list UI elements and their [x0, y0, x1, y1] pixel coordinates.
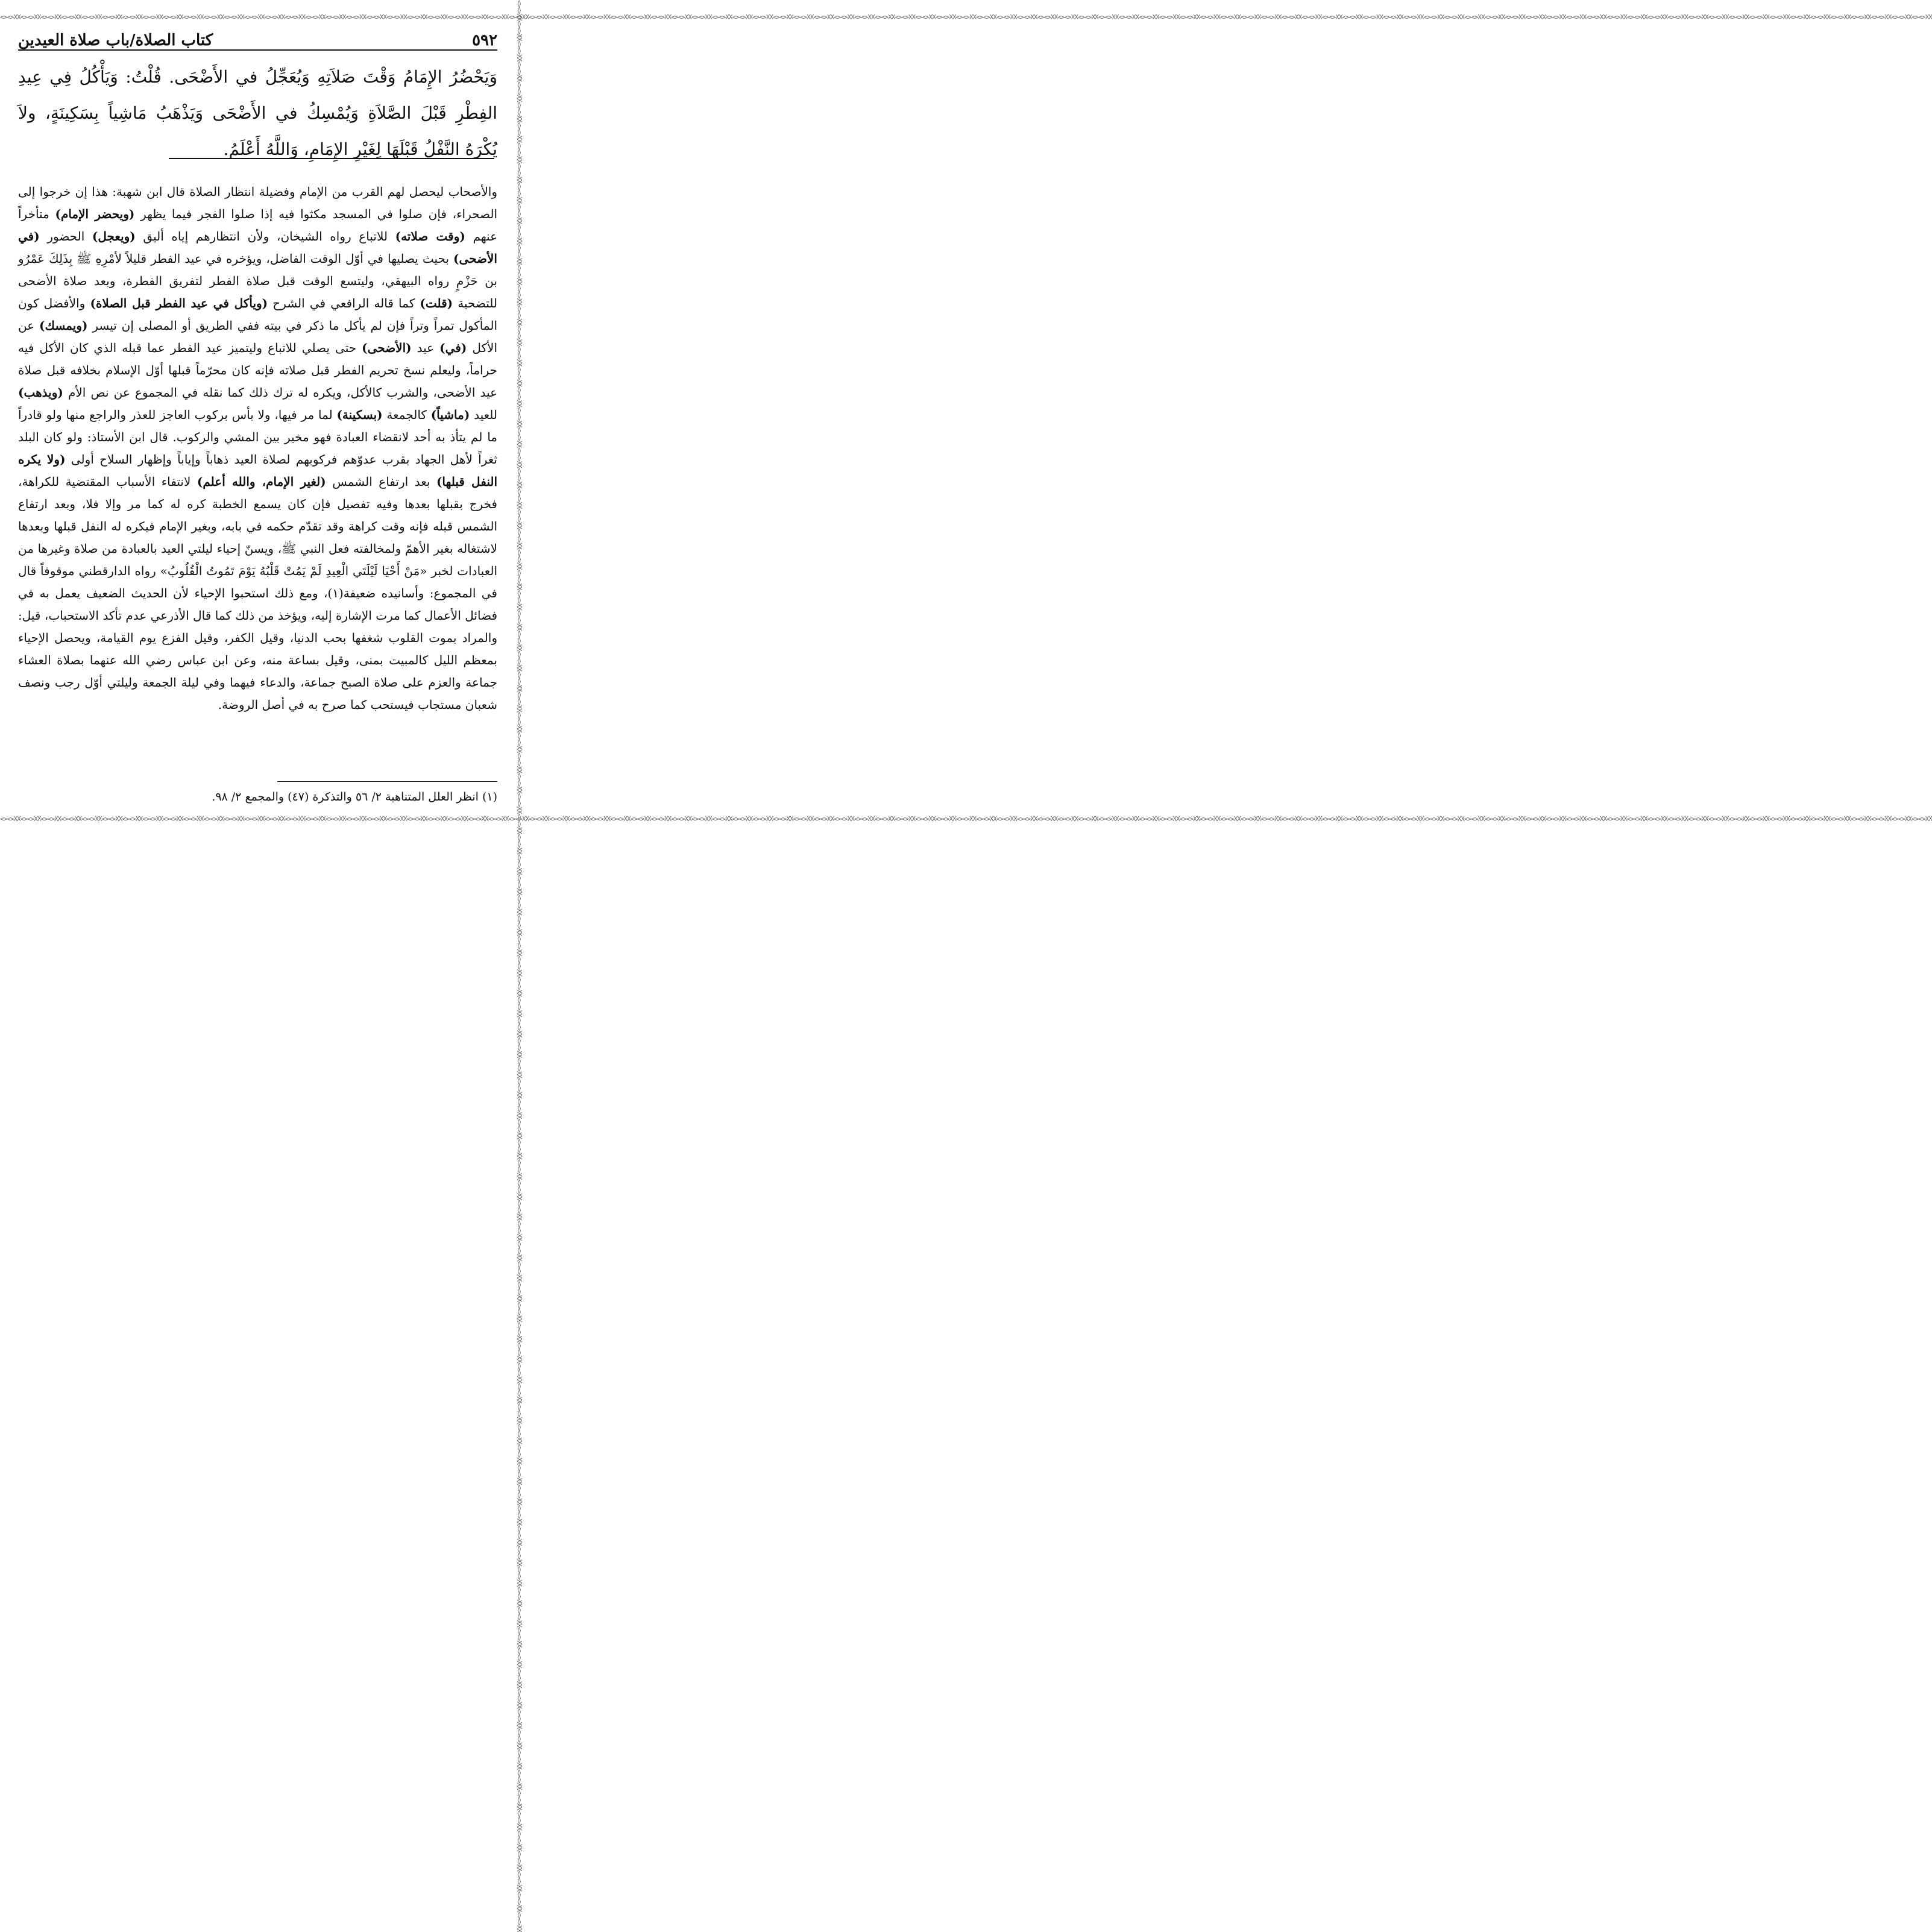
bold-quote: (الأضحى): [362, 341, 412, 355]
footnote: (١) انظر العلل المتناهية ٢/ ٥٦ والتذكرة (٤٧) والمجمع ٢/ ٩٨.: [212, 790, 497, 804]
main-text: وَيَحْضُرُ الإِمَامُ وَقْتَ صَلاَتِهِ وَيُعَجِّلُ في الأَضْحَى. قُلْتُ: وَيَأْكُلُ فِي عِيدِ الفِطْرِ قَبْلَ الصَّلاَةِ وَيُمْسِكُ في الأَضْحَى وَيَذْهَبُ مَاشِياً بِسَكِينَةٍ، ولاَ يُكْرَهُ النَّفْلُ قَبْلَهَا لِغَيْرِ الإِمَامِ، وَاللَّهُ أَعْلَمُ.: [18, 67, 497, 159]
page-number: ٥٩٢: [472, 31, 497, 49]
bold-quote: (ولا يكره النفل قبلها): [18, 452, 497, 489]
commentary-paragraph: [18, 181, 497, 716]
commentary-run: متأخراً عنهم: [18, 207, 498, 244]
commentary-run: لانتفاء الأسباب المقتضية للكراهة، فخرج بقبلها بعدها وفيه تفصيل فإن كان يسمع الخطبة كره له كما مر وإلا فلا، وبعد ارتفاع الشمس قبله فإنه وقت كراهة وقد تقدّم حكمه في بابه، وبغير الإمام فيكره له النفل قبلها وبعدها لاشتغاله بغير الأهمّ ولمخالفته فعل النبي ﷺ، ويسنّ إحياء ليلتي العيد بالعبادة من صلاة وغيرها من العبادات لخبر «مَنْ أَحْيَا لَيْلَتَي الْعِيدِ لَمْ يَمُتْ قَلْبُهُ يَوْمَ تَمُوتُ الْقُلُوبُ» رواه الدارقطني موقوفاً قال في المجموع: وأسانيده ضعيفة(١)، ومع ذلك استحبوا الإحياء لأن الحديث الضعيف يعمل به في فضائل الأعمال كما مرت الإشارة إليه، ويؤخذ من ذلك كما قال الأذرعي عدم تأكد الاستحباب، قيل: والمراد بموت القلوب شغفها بحب الدنيا، وقيل الكفر، وقيل الفزع يوم القيامة، ويحصل الإحياء بمعظم الليل كالمبيت بمنى، وقيل بساعة منه، وعن ابن عباس رضي الله عنهما بصلاة العشاء جماعة والعزم على صلاة الصبح جماعة، والدعاء فيهما وفي ليلة الجمعة وليلتي أوّل رجب ونصف شعبان مستجاب فيستحب كما صرح به في أصل الروضة.: [18, 474, 497, 712]
top-ornament-border: <><>XX<><>XX<><>XX<><>XX<><>XX<><>XX<><>XX<><>XX<><>XX<><>XX<><>XX<><>XX<><>XX<><>XX<><>XX<><>XX<><>XX<><>XX<><>XX<><>XX<><>XX<><>XX<><>XX<><>XX<><>XX<><>XX<><>XX<><>XX<><>XX<><>XX<><>XX<><>XX<><>XX<><>XX<><>XX<><>XX<><>XX<><>XX<><>XX<><>XX<><>XX<><>XX<><>XX<><>XX<><>XX<><>XX<><>XX<><>XX<><>XX<><>XX<><>XX<><>XX<><>XX<><>XX<><>XX<><>XX<><>XX<><>XX<><>XX<><>XX<><>XX<><>XX<><>XX<><>XX<><>XX<><>XX<><>XX<><>XX<><>XX<><>XX<><>XX<><>XX<><>XX<><>XX<><>XX<><>XX<><>XX<><>XX<><>XX<><>XX<><>XX<><>XX<><>XX<><>XX<><>XX<><>XX<><>XX<><>XX<><>XX<><>XX<><>XX<><>XX<><>XX<><>XX<><>XX: [0, 13, 1932, 21]
page-header: [18, 25, 497, 51]
bold-quote: (وقت صلاته): [395, 229, 465, 244]
bottom-ornament-border: <><>XX<><>XX<><>XX<><>XX<><>XX<><>XX<><>XX<><>XX<><>XX<><>XX<><>XX<><>XX<><>XX<><>XX<><>XX<><>XX<><>XX<><>XX<><>XX<><>XX<><>XX<><>XX<><>XX<><>XX<><>XX<><>XX<><>XX<><>XX<><>XX<><>XX<><>XX<><>XX<><>XX<><>XX<><>XX<><>XX<><>XX<><>XX<><>XX<><>XX<><>XX<><>XX<><>XX<><>XX<><>XX<><>XX<><>XX<><>XX<><>XX<><>XX<><>XX<><>XX<><>XX<><>XX<><>XX<><>XX<><>XX<><>XX<><>XX<><>XX<><>XX<><>XX<><>XX<><>XX<><>XX<><>XX<><>XX<><>XX<><>XX<><>XX<><>XX<><>XX<><>XX<><>XX<><>XX<><>XX<><>XX<><>XX<><>XX<><>XX<><>XX<><>XX<><>XX<><>XX<><>XX<><>XX<><>XX<><>XX<><>XX<><>XX<><>XX<><>XX<><>XX<><>XX<><>XX: [0, 815, 1932, 823]
commentary-run: للاتباع رواه الشيخان، ولأن انتظارهم إياه أليق: [135, 229, 395, 244]
side-ornament-border: <><>XX<><>XX<><>XX<><>XX<><>XX<><>XX<><>XX<><>XX<><>XX<><>XX<><>XX<><>XX<><>XX<><>XX<><>XX<><>XX<><>XX<><>XX<><>XX<><>XX<><>XX<><>XX<><>XX<><>XX<><>XX<><>XX<><>XX<><>XX<><>XX<><>XX<><>XX<><>XX<><>XX<><>XX<><>XX<><>XX<><>XX<><>XX<><>XX<><>XX<><>XX<><>XX<><>XX<><>XX<><>XX<><>XX<><>XX<><>XX<><>XX<><>XX<><>XX<><>XX<><>XX<><>XX<><>XX<><>XX<><>XX<><>XX<><>XX<><>XX<><>XX<><>XX<><>XX<><>XX<><>XX<><>XX<><>XX<><>XX<><>XX<><>XX<><>XX<><>XX<><>XX<><>XX<><>XX<><>XX<><>XX<><>XX<><>XX<><>XX<><>XX<><>XX<><>XX<><>XX<><>XX<><>XX<><>XX<><>XX<><>XX<><>XX<><>XX<><>XX<><>XX<><>XX<><>XX: [515, 0, 523, 1932]
running-head: كتاب الصلاة/باب صلاة العيدين: [18, 31, 213, 49]
bold-quote: (ماشياً): [430, 407, 470, 422]
bold-quote: (ويمسك): [39, 318, 88, 333]
bold-quote: (ويحضر الإمام): [55, 207, 135, 221]
commentary-run: بحيث يصليها في أوّل الوقت الفاضل، ويؤخره في عيد الفطر قليلاً لأمْرِهِ ﷺ بِذَلِكَ عَمْرُو بن حَزْمٍ رواه البيهقي، وليتسع الوقت قبل صلاة الفطر لتفريق الفطرة، وبعد صلاة الأضحى للتضحية: [18, 251, 498, 310]
commentary-run: لما مر فيها، ولا بأس بركوب العاجز للعذر والراجع منها ولو قادراً ما لم يتأذ به أحد لانقضاء العبادة فهو مخير بين المشي والركوب. قال ابن الأستاذ: ولو كان البلد ثغراً لأهل الجهاد بقرب عدوّهم فركوبهم لصلاة العيد ذهاباً وإياباً وإظهار السلاح أولى: [18, 407, 498, 467]
bold-quote: (ويأكل في عيد الفطر قبل الصلاة): [90, 296, 268, 310]
footnote-separator-rule: [277, 781, 497, 782]
commentary-run: عيد: [411, 341, 440, 355]
commentary: [18, 181, 497, 716]
commentary-run: كالجمعة: [382, 407, 431, 422]
bold-quote: (لغير الإمام، والله أعلم): [197, 474, 326, 489]
bold-quote: (في): [439, 341, 467, 355]
commentary-run: الحضور: [39, 229, 92, 244]
commentary-run: والأفضل كون المأكول تمراً وتراً فإن لم يأكل ما ذكر في بيته ففي الطريق أو المصلى إن تيسر: [18, 296, 497, 333]
commentary-run: كما قاله الرافعي في الشرح: [268, 296, 420, 310]
commentary-run: بعد ارتفاع الشمس: [326, 474, 436, 489]
commentary-run: عن الأكل: [18, 318, 498, 355]
bold-quote: (ويذهب): [18, 385, 63, 400]
text-separator-rule: [169, 158, 494, 159]
bold-quote: (في الأضحى): [18, 229, 497, 266]
commentary-run: والأصحاب ليحصل لهم القرب من الإمام وفضيلة انتظار الصلاة قال ابن شهبة: هذا إن خرجوا إلى الصحراء، فإن صلوا في المسجد مكثوا فيه إذا صلوا الفجر فيما يظهر: [18, 184, 498, 221]
commentary-run: حتى يصلي للاتباع وليتميز عيد الفطر عما قبله الذي كان الأكل فيه حراماً، وليعلم نسخ تحريم الفطر قبل صلاته فإنه كان محرّماً قبلها أوّل الإسلام بخلافه قبل صلاة عيد الأضحى، والشرب كالأكل، ويكره له ترك ذلك كما نقله في المجموع عن نص الأم: [18, 341, 497, 400]
bold-quote: (بسكينة): [336, 407, 383, 422]
bold-quote: (ويعجل): [92, 229, 136, 244]
commentary-run: للعيد: [470, 407, 497, 422]
bold-quote: (قلت): [420, 296, 453, 310]
